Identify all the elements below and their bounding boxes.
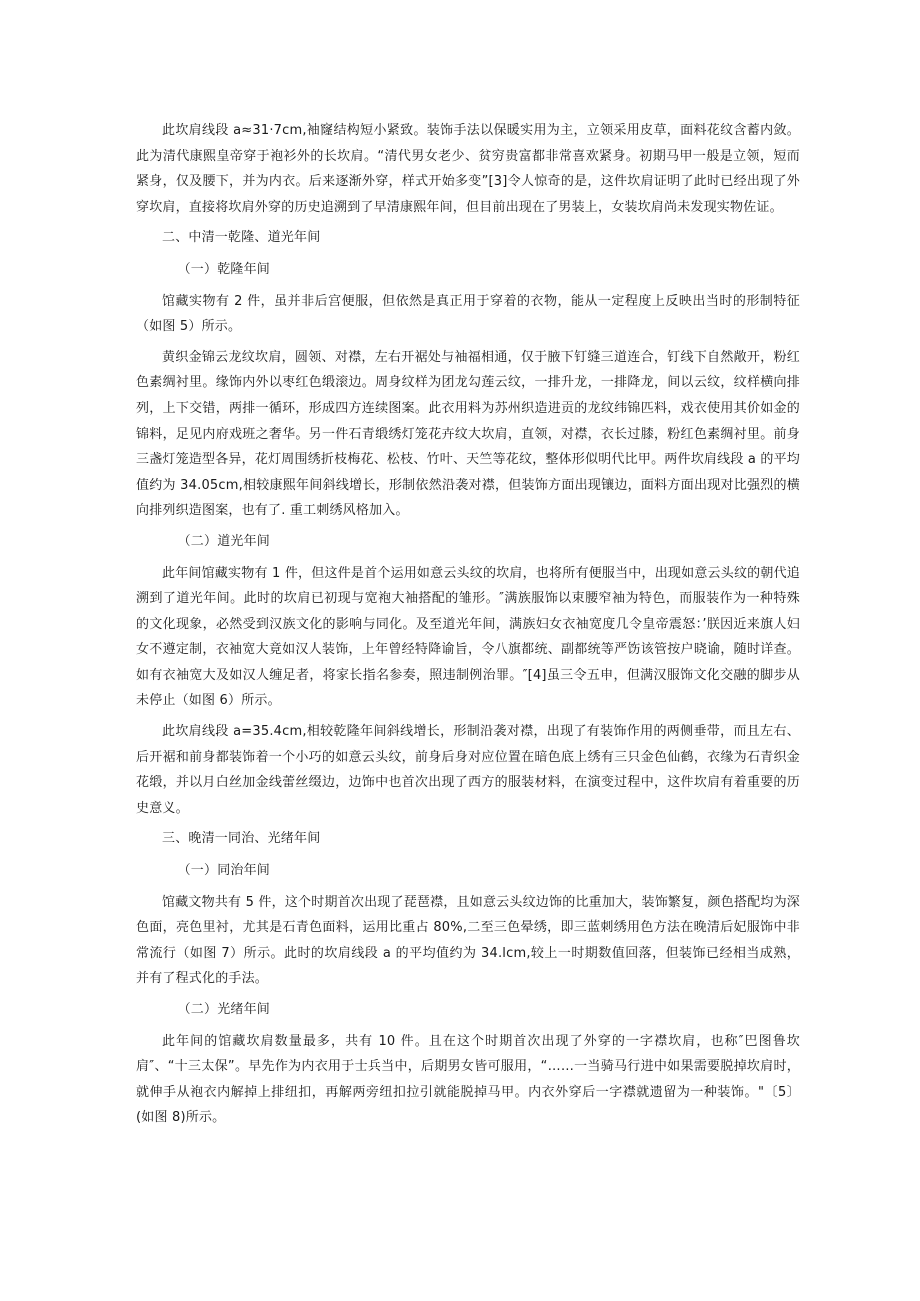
subheading-daoguang: （二）道光年间 bbox=[177, 533, 270, 549]
document-page bbox=[136, 118, 800, 1136]
subheading-guangxu: （二）光绪年间 bbox=[177, 1002, 270, 1017]
subheading-tongzhi: （一）同治年间 bbox=[177, 863, 270, 879]
paragraph-qianlong-detail: 黄织金锦云龙纹坎肩，圆领、对襟，左右开裾处与袖福相通，仅于腋下钉缝三道连合，钉线下自然敞开，粉红色素绸衬里。缘饰内外以枣红色缎滚边。周身纹样为团龙勾莲云纹，一排升龙，一排降龙，间以云纹，纹样横向排列，上下交错，两排一循环，形成四方连续图案。此衣用料为苏州织造进贡的龙纹纬锦匹料，戏衣使用其价如金的锦料，足见内府戏班之奢华。另一件石青缎绣灯笼花卉纹大坎肩，直领，对襟，衣长过膝，粉红色素绸衬里。前身三盏灯笼造型各异，花灯周围绣折枝梅花、松枝、竹叶、天竺等花纹，整体形似明代比甲。两件坎肩线段 a 的平均值约为 34.05cm,相较康熙年间斜线增长，形制依然沿袭对襟，但装饰方面出现镶边，面料方面出现对比强烈的横向排列织造图案，也有了. 重工刺绣风格加入。 bbox=[136, 349, 800, 519]
paragraph-kangxi-vest: 此坎肩线段 a≈31·7cm,袖窿结构短小紧致。装饰手法以保暖实用为主，立领采用皮草，面料花纹含蓄内敛。此为清代康熙皇帝穿于袍衫外的长坎肩。“清代男女老少、贫穷贵富都非常喜欢紧身。初期马甲一般是立领，短而紧身，仅及腰下，并为内衣。后来逐渐外穿，样式开始多变”[3]令人惊奇的是，这件坎肩证明了此时已经出现了外穿坎肩，直接将坎肩外穿的历史追溯到了早清康熙年间，但目前出现在了男装上，女装坎肩尚未发现实物佐证。 bbox=[136, 123, 800, 215]
section-heading-late-qing: 三、晚清一同治、光绪年间 bbox=[162, 831, 321, 847]
paragraph-tongzhi: 馆藏文物共有 5 件，这个时期首次出现了琵琶襟，且如意云头纹边饰的比重加大，装饰繁复，颜色搭配均为深色面，亮色里衬，尤其是石青色面料，运用比重占 80%,二至三色晕绣，即三蓝刺绣用色方法在晚清后妃服饰中非常流行（如图 7）所示。此时的坎肩线段 a 的平均值约为 34.lcm,较上一时期数值回落，但装饰已经相当成熟，并有了程式化的手法。 bbox=[136, 894, 800, 987]
paragraph-daoguang-intro: 此年间馆藏实物有 1 件，但这件是首个运用如意云头纹的坎肩，也将所有便服当中，出现如意云头纹的朝代追溯到了道光年间。此时的坎肩已初现与宽袍大袖搭配的雏形。″满族服饰以束腰窄袖为特色，而服装作为一种特殊的文化现象，必然受到汉族文化的影响与同化。及至道光年间，满族妇女衣袖宽度几令皇帝震怒：’朕因近来旗人妇女不遵定制，衣袖宽大竟如汉人装饰，上年曾经特降谕旨，令八旗都统、副都统等严饬该管按户晓谕，随时详查。如有衣袖宽大及如汉人缠足者，将家长指名参奏，照违制例治罪。″[4]虽三令五申，但满汉服饰文化交融的脚步从未停止（如图 6）所示。 bbox=[136, 565, 800, 709]
subheading-qianlong: （一）乾隆年间 bbox=[177, 261, 270, 277]
paragraph-qianlong-intro: 馆藏实物有 2 件，虽并非后宫便服，但依然是真正用于穿着的衣物，能从一定程度上反映出当时的形制特征（如图 5）所示。 bbox=[136, 293, 800, 335]
paragraph-daoguang-detail: 此坎肩线段 a=35.4cm,相较乾隆年间斜线增长，形制沿袭对襟，出现了有装饰作用的两侧垂带，而且左右、后开裾和前身都装饰着一个小巧的如意云头纹，前身后身对应位置在暗色底上绣有三只金色仙鹤，衣缘为石青织金花缎，并以月白丝加金线蕾丝缀边，边饰中也首次出现了西方的服装材料，在演变过程中，这件坎肩有着重要的历史意义。 bbox=[136, 724, 800, 816]
paragraph-guangxu: 此年间的馆藏坎肩数量最多，共有 10 件。且在这个时期首次出现了外穿的一字襟坎肩，也称″巴图鲁坎肩″、“十三太保”。早先作为内衣用于士兵当中，后期男女皆可服用，“……一当骑马行进中如果需要脱掉坎肩时，就伸手从袍衣内解掉上排纽扣，再解两旁纽扣拉引就能脱掉马甲。内衣外穿后一字襟就遗留为一种装饰。"〔5〕(如图 8)所示。 bbox=[136, 1033, 800, 1126]
section-heading-mid-qing: 二、中清一乾隆、道光年间 bbox=[162, 230, 321, 246]
